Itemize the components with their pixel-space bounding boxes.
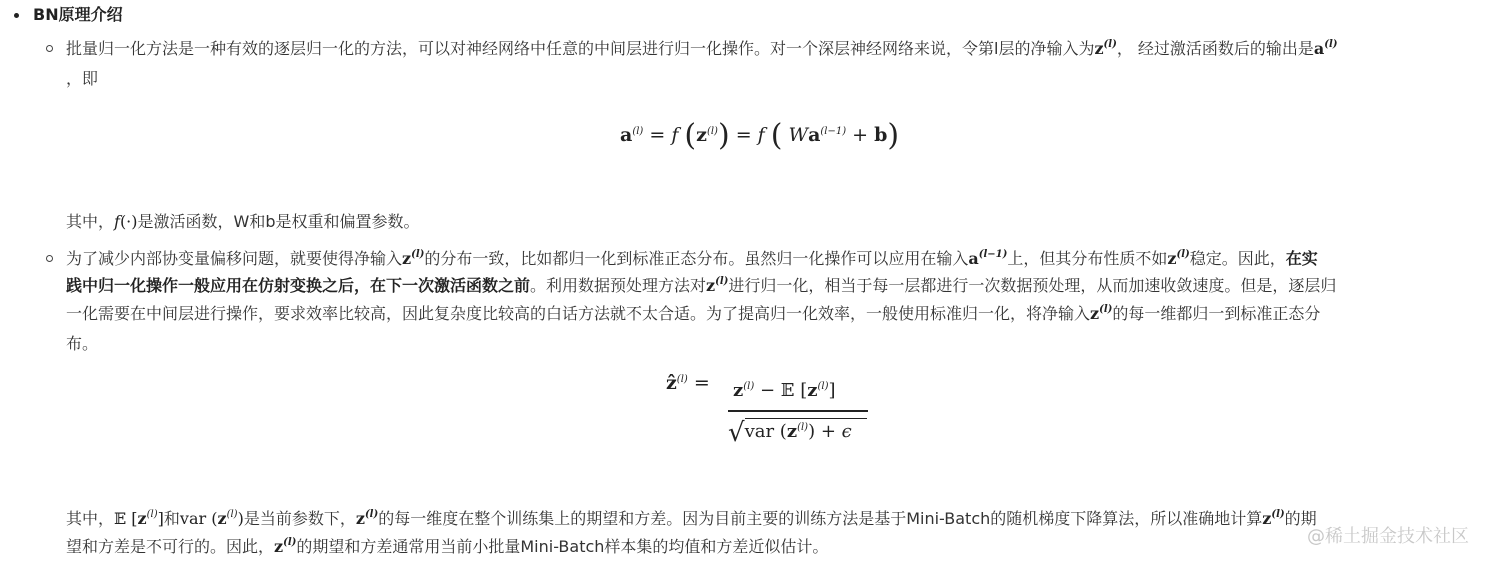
paragraph-2: 其中，f(·)是激活函数，W和b是权重和偏置参数。	[66, 212, 420, 231]
emphasis-text: 在实	[1285, 249, 1318, 268]
paragraph-text: 的每一维度在整个训练集上的期望和方差。因为目前主要的训练方法是基于Mini-Batch的随机梯度下降算法，所以准确地计算	[378, 509, 1263, 528]
equation-normalization-lhs: ẑ$^{(l)}$ =	[666, 372, 710, 394]
paragraph-text: 是当前参数下，	[243, 509, 356, 528]
paragraph-3-line-3: 一化需要在中间层进行操作，要求效率比较高，因此复杂度比较高的白话方法就不太合适。为了提高归一化效率，一般使用标准归一化，将净输入$z^{(l)}$的每一维都归一到标准正态分	[66, 304, 1321, 323]
paragraph-text: ，即	[66, 69, 99, 88]
bullet-dot	[14, 13, 19, 18]
paragraph-text: 上，但其分布性质不如	[1007, 249, 1168, 268]
paragraph-text: 批量归一化方法是一种有效的逐层归一化的方法，可以对神经网络中任意的中间层进行归一化操作。对一个深层神经网络来说，令第l层的净输入为	[66, 39, 1095, 58]
paragraph-text: ， 经过激活函数后的输出是	[1116, 39, 1314, 58]
paragraph-text: 的每一维都归一到标准正态分	[1112, 304, 1321, 323]
paragraph-text: 为了减少内部协变量偏移问题，就要使得净输入	[66, 249, 403, 268]
paragraph-1-line-1	[66, 38, 1338, 60]
equation-numerator: $z^{(l)}$ − 𝔼 $[z^{(l)}]$	[733, 380, 836, 401]
paragraph-text: 的期	[1284, 509, 1317, 528]
fraction-bar	[728, 410, 868, 412]
sqrt-bar	[745, 418, 867, 419]
paragraph-text: 其中，	[66, 212, 115, 231]
paragraph-text: 望和方差是不可行的。因此，	[66, 537, 275, 556]
emphasis-text: 践中归一化操作一般应用在仿射变换之后，在下一次激活函数之前	[66, 276, 531, 295]
paragraph-3-line-2: 践中归一化操作一般应用在仿射变换之后，在下一次激活函数之前。利用数据预处理方法对$z^{(l)}$进行归一化，相当于每一层都进行一次数据预处理，从而加速收敛速度。但是，逐层归	[66, 276, 1337, 295]
paragraph-text: 。利用数据预处理方法对	[530, 276, 707, 295]
equation-denominator: √var $(z^{(l)}) + \epsilon$	[728, 418, 852, 448]
bullet-circle	[46, 255, 53, 262]
paragraph-text: 其中，	[66, 509, 115, 528]
paragraph-text: 的分布一致，比如都归一化到标准正态分布。虽然归一化操作可以应用在输入	[424, 249, 969, 268]
paragraph-text: 稳定。因此，	[1189, 249, 1286, 268]
paragraph-4-line-2: 望和方差是不可行的。因此，$z^{(l)}$的期望和方差通常用当前小批量Mini-Batch样本集的均值和方差近似估计。	[66, 537, 829, 556]
bullet-circle	[46, 45, 53, 52]
math-f-dot: f	[114, 212, 120, 231]
paragraph-3-line-4	[66, 333, 98, 355]
watermark: @稀土掘金技术社区	[1307, 526, 1469, 547]
paragraph-text: 进行归一化，相当于每一层都进行一次数据预处理，从而加速收敛速度。但是，逐层归	[728, 276, 1337, 295]
paragraph-text: 和	[163, 509, 180, 528]
equation-activation: $a^{(l)} = f$ $(z^{(l)}) = f$ ( $Wa^{(l-1)} + b$)	[620, 118, 900, 153]
paragraph-text: 是激活函数，W和b是权重和偏置参数。	[137, 212, 420, 231]
paragraph-text: 一化需要在中间层进行操作，要求效率比较高，因此复杂度比较高的白话方法就不太合适。为了提高归一化效率，一般使用标准归一化，将净输入	[66, 304, 1091, 323]
paragraph-text: 布。	[66, 334, 99, 353]
math-a-l: $a^{(l)}$	[1313, 39, 1338, 58]
paragraph-1-line-2	[66, 68, 98, 90]
paragraph-text: 的期望和方差通常用当前小批量Mini-Batch样本集的均值和方差近似估计。	[296, 537, 829, 556]
math-z-l: $z^{(l)}$	[1094, 39, 1117, 58]
section-heading: BN原理介绍	[33, 5, 123, 24]
paragraph-4-line-1: 其中，𝔼 $[z^{(l)}]$和var $(z^{(l)})$是当前参数下，$z^{(l)}$的每一维度在整个训练集上的期望和方差。因为目前主要的训练方法是基于Mini-Batch的随机梯度下降算法，所以准确地计算$z^{(l)}$的期	[66, 509, 1317, 528]
paragraph-3-line-1: 为了减少内部协变量偏移问题，就要使得净输入$z^{(l)}$的分布一致，比如都归一化到标准正态分布。虽然归一化操作可以应用在输入$a^{(l-1)}$上，但其分布性质不如$z^{(l)}$稳定。因此，在实	[66, 249, 1318, 268]
